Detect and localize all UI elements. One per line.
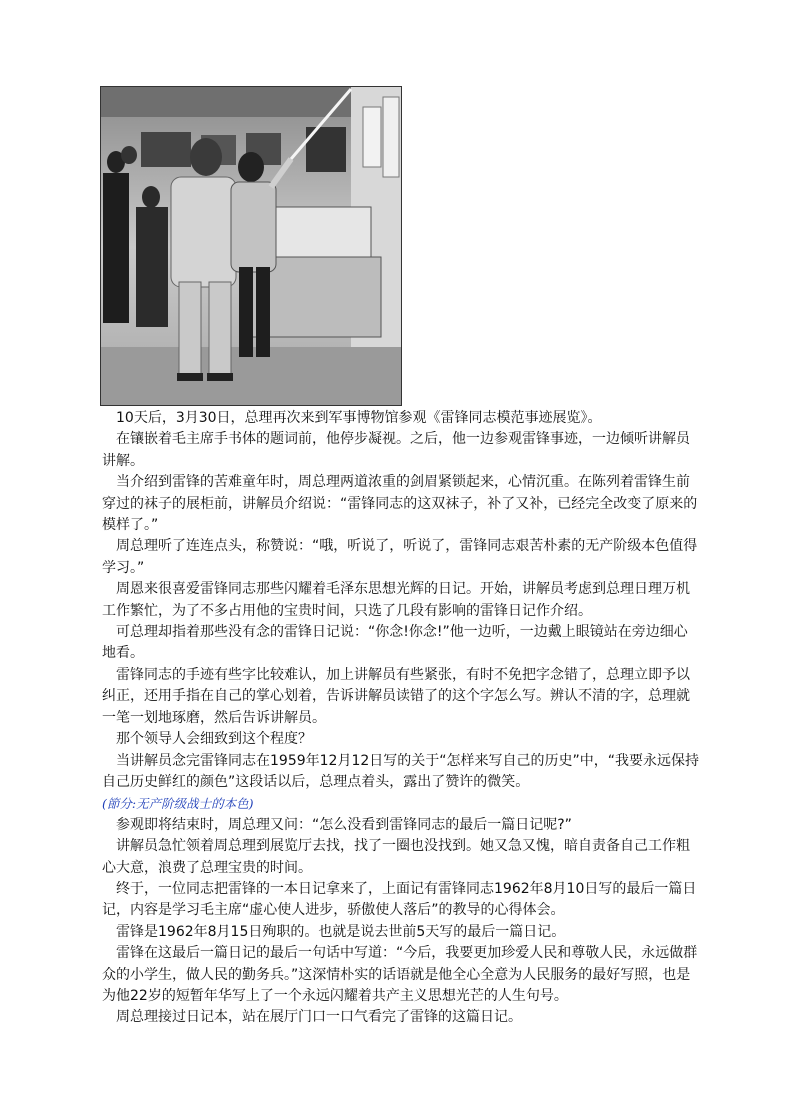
paragraph: 周总理听了连连点头，称赞说：“哦，听说了，听说了，雷锋同志艰苦朴素的无产阶级本色值得学习。” (102, 538, 698, 576)
paragraph: 雷锋在这最后一篇日记的最后一句话中写道：“今后，我要更加珍爱人民和尊敬人民，永远做群众的小学生，做人民的勤务兵。”这深情朴实的话语就是他全心全意为人民服务的最好写照，也是为他22岁的短暂年华写上了一个永远闪耀着共产主义思想光芒的人生句号。 (102, 945, 698, 1004)
paragraph: 在镶嵌着毛主席手书体的题词前，他停步凝视。之后，他一边参观雷锋事迹，一边倾听讲解员讲解。 (102, 431, 690, 469)
paragraph: 雷锋是1962年8月15日殉职的。也就是说去世前5天写的最后一篇日记。 (116, 923, 566, 940)
photo-icon (101, 87, 402, 406)
paragraph: 周恩来很喜爱雷锋同志那些闪耀着毛泽东思想光辉的日记。开始，讲解员考虑到总理日理万机工作繁忙，为了不多占用他的宝贵时间，只选了几段有影响的雷锋日记作介绍。 (102, 581, 690, 619)
paragraph: 周总理接过日记本，站在展厅门口一口气看完了雷锋的这篇日记。 (116, 1009, 522, 1026)
paragraph: 可总理却指着那些没有念的雷锋日记说：“你念!你念!”他一边听，一边戴上眼镜站在旁边细心地看。 (102, 624, 688, 662)
paragraph: 雷锋同志的手迹有些字比较难认，加上讲解员有些紧张，有时不免把字念错了，总理立即予以纠正，还用手指在自己的掌心划着，告诉讲解员读错了的这个字怎么写。辨认不清的字，总理就一笔一划地琢磨，然后告诉讲解员。 (102, 666, 690, 726)
paragraph: 10天后，3月30日，总理再次来到军事博物馆参观《雷锋同志模范事迹展览》。 (116, 410, 602, 426)
paragraph: 终于，一位同志把雷锋的一本日记拿来了，上面记有雷锋同志1962年8月10日写的最后一篇日记，内容是学习毛主席“虚心使人进步，骄傲使人落后”的教导的心得体会。 (102, 880, 697, 919)
historical-photo (100, 86, 402, 406)
paragraph: 讲解员急忙领着周总理到展览厅去找，找了一圈也没找到。她又急又愧，暗自责备自己工作粗心大意，浪费了总理宝贵的时间。 (102, 838, 690, 876)
paragraph: 那个领导人会细致到这个程度？ (116, 731, 312, 748)
paragraph: 当介绍到雷锋的苦难童年时，周总理两道浓重的剑眉紧锁起来，心情沉重。在陈列着雷锋生前穿过的袜子的展柜前，讲解员介绍说：“雷锋同志的这双袜子，补了又补，已经完全改变了原来的模样了。” (102, 474, 698, 534)
section-heading: (節分:无产阶级战士的本色) (102, 796, 254, 812)
paragraph: 参观即将结束时，周总理又问：“怎么没看到雷锋同志的最后一篇日记呢?” (116, 816, 572, 833)
article-text (102, 408, 700, 1029)
paragraph: 当讲解员念完雷锋同志在1959年12月12日写的关于“怎样来写自己的历史”中，“我要永远保持自己历史鲜红的颜色”这段话以后，总理点着头，露出了赞许的微笑。 (102, 752, 700, 790)
